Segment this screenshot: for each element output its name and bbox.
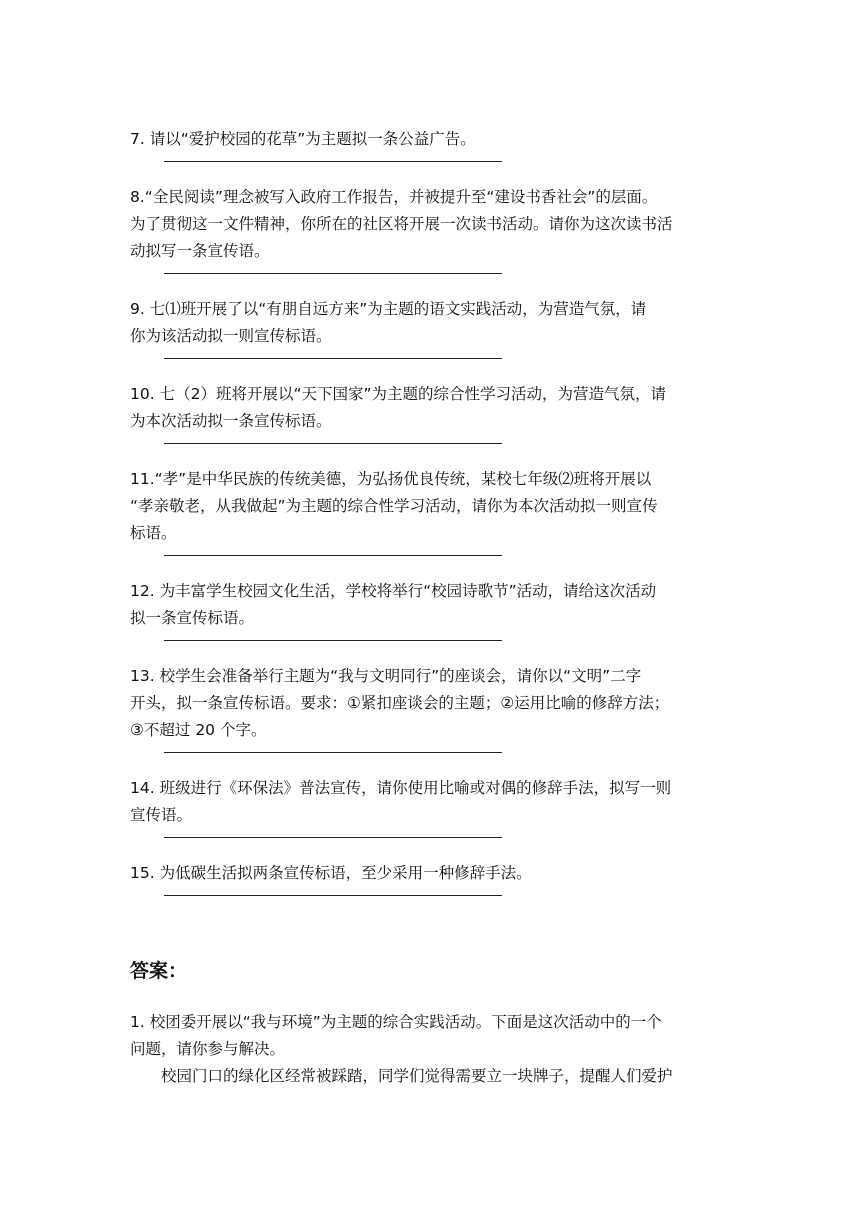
question-14 xyxy=(130,775,730,838)
question-text: 拟一条宣传标语。 xyxy=(130,609,255,627)
question-text: 10. 七（2）班将开展以“天下国家”为主题的综合性学习活动，为营造气氛，请 xyxy=(130,385,667,403)
answer-blank[interactable] xyxy=(164,443,502,444)
question-text: 13. 校学生会准备举行主题为“我与文明同行”的座谈会，请你以“文明”二字 xyxy=(130,667,642,685)
answer-blank[interactable] xyxy=(164,640,502,641)
question-text: 8.“全民阅读”理念被写入政府工作报告，并被提升至“建设书香社会”的层面。 xyxy=(130,188,658,206)
question-text: 开头，拟一条宣传标语。要求：①紧扣座谈会的主题；②运用比喻的修辞方法； xyxy=(130,694,670,712)
answer-1 xyxy=(130,1009,730,1090)
question-text: 9. 七⑴班开展了以“有朋自远方来”为主题的语文实践活动，为营造气氛，请 xyxy=(130,300,647,318)
answer-text: 问题，请你参与解决。 xyxy=(130,1040,286,1058)
document-content xyxy=(130,126,730,1112)
question-text: 宣传语。 xyxy=(130,806,193,824)
answer-blank[interactable] xyxy=(164,358,502,359)
question-text: “孝亲敬老，从我做起”为主题的综合性学习活动，请你为本次活动拟一则宣传 xyxy=(130,497,658,515)
question-text: 为本次活动拟一条宣传标语。 xyxy=(130,412,332,430)
question-text: 14. 班级进行《环保法》普法宣传，请你使用比喻或对偶的修辞手法，拟写一则 xyxy=(130,779,672,797)
question-text: 你为该活动拟一则宣传标语。 xyxy=(130,327,332,345)
answer-blank[interactable] xyxy=(164,752,502,753)
answer-blank[interactable] xyxy=(164,161,502,162)
question-10 xyxy=(130,381,730,444)
question-text: ③不超过 20 个字。 xyxy=(130,721,267,739)
answer-blank[interactable] xyxy=(164,895,502,896)
answer-text: 1. 校团委开展以“我与环境”为主题的综合实践活动。下面是这次活动中的一个 xyxy=(130,1013,662,1031)
question-text: 7. 请以“爱护校园的花草”为主题拟一条公益广告。 xyxy=(130,130,476,148)
answer-blank[interactable] xyxy=(164,555,502,556)
answer-blank[interactable] xyxy=(164,273,502,274)
question-15 xyxy=(130,860,730,896)
answer-blank[interactable] xyxy=(164,837,502,838)
question-8 xyxy=(130,184,730,274)
question-text: 11.“孝”是中华民族的传统美德，为弘扬优良传统，某校七年级⑵班将开展以 xyxy=(130,470,652,488)
question-12 xyxy=(130,578,730,641)
question-text: 动拟写一条宣传语。 xyxy=(130,242,270,260)
question-text: 为了贯彻这一文件精神，你所在的社区将开展一次读书活动。请你为这次读书活 xyxy=(130,215,673,233)
question-11 xyxy=(130,466,730,556)
question-9 xyxy=(130,296,730,359)
question-text: 标语。 xyxy=(130,524,177,542)
question-text: 12. 为丰富学生校园文化生活，学校将举行“校园诗歌节”活动，请给这次活动 xyxy=(130,582,657,600)
question-13 xyxy=(130,663,730,753)
answer-text-indented: 校园门口的绿化区经常被踩踏，同学们觉得需要立一块牌子，提醒人们爱护 xyxy=(161,1067,673,1085)
question-text: 15. 为低碳生活拟两条宣传标语，至少采用一种修辞手法。 xyxy=(130,864,532,882)
answers-heading: 答案： xyxy=(130,960,188,982)
question-7 xyxy=(130,126,730,162)
